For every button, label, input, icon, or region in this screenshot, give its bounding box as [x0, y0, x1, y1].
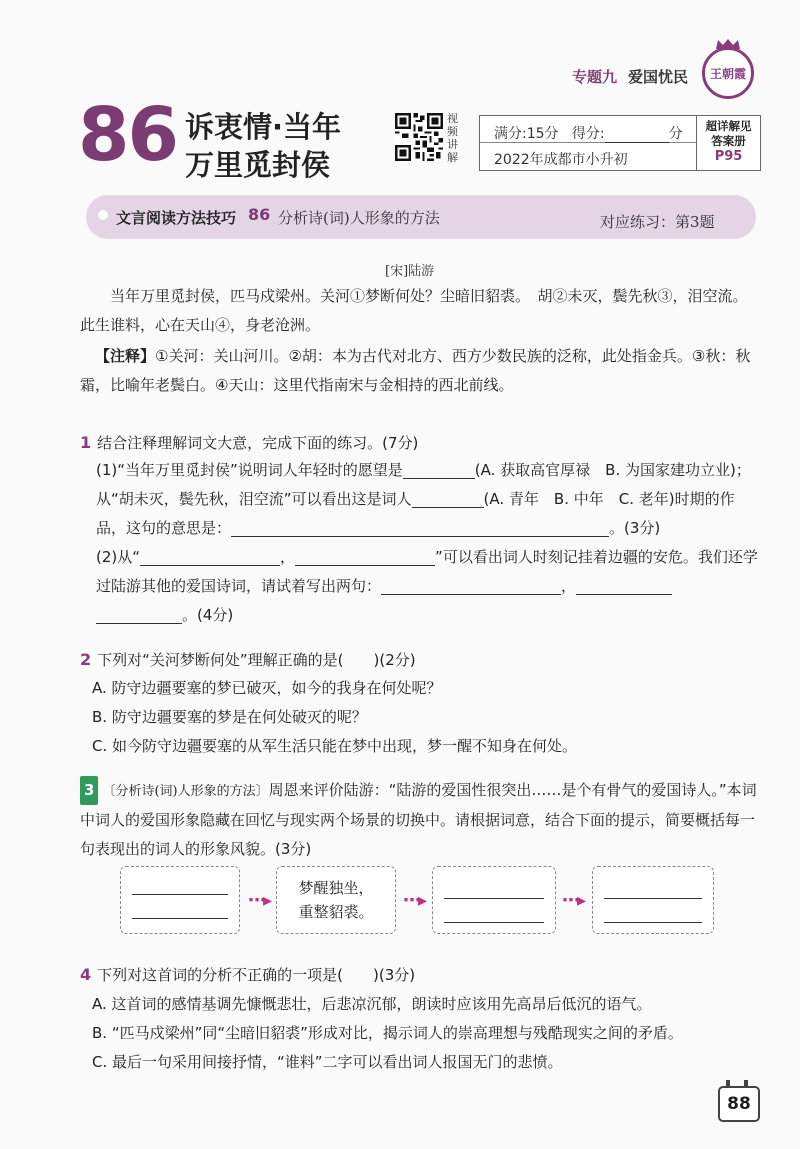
full-score: 满分:15分 — [494, 126, 559, 142]
q1-part1-score: 。(3分) — [609, 519, 661, 537]
answer-ref-line2: 答案册 — [711, 134, 746, 148]
q3-box-4-line-2[interactable] — [604, 922, 702, 923]
q1-part1-text-b: (A. 获取高官厚禄 B. 为国家建功立业)；从“胡未灭，鬓先秋，泪空流”可以看出这是词人 — [96, 461, 751, 508]
notes-label: 【注释】 — [95, 347, 156, 365]
score-row — [494, 123, 683, 143]
lesson-title-line2: 万里觅封侯 — [185, 148, 331, 182]
question-1 — [80, 428, 760, 458]
q1-blank-poem2[interactable] — [576, 576, 672, 595]
notes-text: ①关河：关山河川。②胡：本为古代对北方、西方少数民族的泛称，此处指金兵。③秋：秋霜，比喻年老鬓白。④天山：这里代指南宋与金相持的西北前线。 — [80, 347, 751, 394]
q3-box-3-line-1[interactable] — [444, 898, 544, 899]
q3-box-2-text — [276, 876, 396, 924]
q1-blank-wish[interactable] — [403, 460, 475, 479]
method-number: 86 — [248, 205, 271, 224]
answer-ref-line1: 超详解见 — [705, 119, 752, 133]
question-2-stem: 下列对“关河梦断何处”理解正确的是( )(2分) — [97, 651, 416, 669]
brand-logo-text: 王朝霞 — [709, 66, 746, 81]
question-1-stem: 结合注释理解词文大意，完成下面的练习。(7分) — [97, 434, 419, 452]
q1-blank-poem1[interactable] — [381, 576, 561, 595]
q4-option-b[interactable]: B. “匹马戍梁州”同“尘暗旧貂裘”形成对比，揭示词人的崇高理想与残酷现实之间的矛盾。 — [92, 1024, 683, 1042]
question-2-number: 2 — [80, 650, 92, 669]
arrow-right-icon: ⋯▸ — [403, 890, 425, 911]
q3-box-3 — [432, 866, 556, 934]
topic-name: 爱国忧民 — [628, 68, 689, 86]
question-3-tag: 〔分析诗(词)人形象的方法〕 — [102, 784, 269, 799]
q1-part2-text-a: (2)从“ — [96, 548, 141, 566]
q1-blank-age[interactable] — [412, 489, 484, 508]
arrow-right-icon: ⋯▸ — [562, 890, 584, 911]
question-4-stem: 下列对这首词的分析不正确的一项是( )(3分) — [97, 966, 416, 984]
method-desc: 分析诗(词)人形象的方法 — [278, 209, 440, 227]
got-score-blank[interactable] — [605, 128, 669, 143]
brand-logo — [702, 47, 754, 99]
topic-number: 专题九 — [572, 68, 618, 86]
banner-dot-icon — [98, 210, 108, 220]
qr-code-icon[interactable] — [395, 113, 443, 161]
question-1-number: 1 — [80, 433, 92, 452]
q3-box-2-line-1: 梦醒独坐， — [298, 879, 374, 897]
question-4 — [80, 960, 760, 990]
q4-option-a[interactable]: A. 这首词的感情基调先慷慨悲壮，后悲凉沉郁，朗读时应该用先高昂后低沉的语气。 — [92, 995, 652, 1013]
q3-box-2-line-2: 重整貂裘。 — [298, 903, 374, 921]
q1-part2-text-c: ”可以看出词人时刻记挂着边疆的安危。我们还学过陆游其他的爱国诗词，请试着写出两句： — [96, 548, 758, 595]
q1-blank-quote1[interactable] — [140, 547, 280, 566]
q2-option-c[interactable]: C. 如今防守边疆要塞的从军生活只能在梦中出现，梦一醒不知身在何处。 — [92, 737, 578, 755]
page-number: 88 — [718, 1086, 760, 1122]
q1-blank-meaning[interactable] — [231, 518, 609, 537]
q1-blank-poem2-cont[interactable] — [96, 605, 182, 624]
question-2 — [80, 645, 760, 675]
q1-blank-quote2[interactable] — [295, 547, 435, 566]
arrow-right-icon: ⋯▸ — [248, 890, 270, 911]
question-1-body — [96, 456, 760, 630]
question-3-stem: 周恩来评价陆游：“陆游的爱国性很突出……是个有骨气的爱国诗人。”本词中词人的爱国形象隐藏在回忆与现实两个场景的切换中。请根据词意，结合下面的提示，简要概括每一句表现出的词人的形象风貌。(3分) — [80, 781, 757, 858]
exam-source: 2022年成都市小升初 — [494, 152, 628, 168]
q3-box-1-line-2[interactable] — [132, 918, 228, 919]
answer-reference — [697, 115, 761, 171]
question-3-number: 3 — [80, 776, 98, 805]
q3-box-1 — [120, 866, 240, 934]
q1-part2-comma2: ， — [561, 577, 577, 595]
q3-box-1-line-1[interactable] — [132, 894, 228, 895]
question-4-number: 4 — [80, 965, 92, 984]
answer-ref-page: P95 — [714, 149, 743, 164]
got-score-unit: 分 — [668, 126, 683, 142]
got-score-label: 得分: — [571, 126, 605, 142]
q1-part2-score: 。(4分) — [182, 606, 234, 624]
q4-option-c[interactable]: C. 最后一句采用间接抒情，“谁料”二字可以看出词人报国无门的悲愤。 — [92, 1053, 563, 1071]
q2-option-b[interactable]: B. 防守边疆要塞的梦是在何处破灭的呢？ — [92, 708, 367, 726]
lesson-number: 86 — [78, 92, 177, 178]
q2-option-a[interactable]: A. 防守边疆要塞的梦已破灭，如今的我身在何处呢？ — [92, 679, 442, 697]
q3-box-4 — [592, 866, 714, 934]
poem-text: 当年万里觅封侯，匹马戍梁州。关河①梦断何处？尘暗旧貂裘。 胡②未灭，鬓先秋③，泪空流。此生谁料，心在天山④，身老沧洲。 — [80, 287, 748, 334]
method-title: 文言阅读方法技巧 — [116, 209, 237, 227]
poem-author: [宋]陆游 — [385, 264, 435, 279]
lesson-title-line1: 诉衷情·当年 — [185, 110, 342, 144]
q1-part1-text-a: (1)“当年万里觅封侯”说明词人年轻时的愿望是 — [96, 461, 403, 479]
q3-box-4-line-1[interactable] — [604, 898, 702, 899]
q1-part1-text-c: (A. 青年 B. 中年 C. 老年)时期的作品，这句的意思是： — [96, 490, 735, 537]
poem-notes — [80, 342, 760, 400]
qr-video-label: 视频讲解 — [447, 112, 458, 164]
q1-part2-comma: ， — [280, 548, 296, 566]
q3-box-3-line-2[interactable] — [444, 922, 544, 923]
practice-ref: 对应练习：第3题 — [600, 213, 715, 231]
question-3 — [80, 776, 760, 864]
